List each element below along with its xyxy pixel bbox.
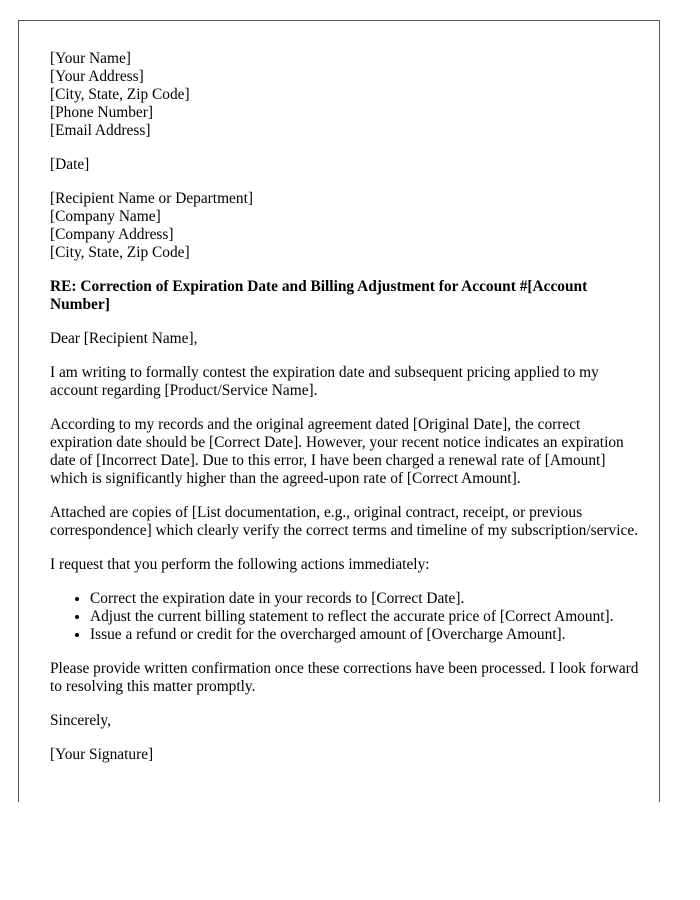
sender-block	[50, 50, 642, 140]
salutation: Dear [Recipient Name],	[50, 330, 198, 347]
signature: [Your Signature]	[50, 746, 154, 763]
subject-line: RE: Correction of Expiration Date and Billing Adjustment for Account #[Account Number]	[50, 278, 588, 313]
body-paragraph-3: Attached are copies of [List documentation, e.g., original contract, receipt, or previous correspondence] which clearly verify the correct terms and timeline of my subscription/service.	[50, 504, 639, 539]
letter-date: [Date]	[50, 156, 90, 173]
sender-phone: [Phone Number]	[50, 104, 154, 121]
letter-page	[18, 20, 660, 802]
body-paragraph-4: I request that you perform the following actions immediately:	[50, 556, 430, 573]
action-item: • Issue a refund or credit for the overcharged amount of [Overcharge Amount].	[90, 626, 642, 644]
recipient-address: [Company Address]	[50, 226, 174, 243]
body-paragraph-1: I am writing to formally contest the expiration date and subsequent pricing applied to my account regarding [Product/Service Name].	[50, 364, 599, 399]
closing: Sincerely,	[50, 712, 111, 729]
sender-address: [Your Address]	[50, 68, 144, 85]
action-item: • Correct the expiration date in your records to [Correct Date].	[90, 590, 642, 608]
action-item: • Adjust the current billing statement to reflect the accurate price of [Correct Amount].	[90, 608, 642, 626]
closing-paragraph: Please provide written confirmation once these corrections have been processed. I look forward to resolving this matter promptly.	[50, 660, 639, 695]
recipient-block	[50, 190, 642, 262]
recipient-city-state-zip: [City, State, Zip Code]	[50, 244, 190, 261]
sender-city-state-zip: [City, State, Zip Code]	[50, 86, 190, 103]
recipient-company: [Company Name]	[50, 208, 161, 225]
action-list	[50, 590, 642, 644]
body-paragraph-2: According to my records and the original agreement dated [Original Date], the correct expiration date should be [Correct Date]. However, your recent notice indicates an expiration date of [Incorrect Date]. Due to this error, I have been charged a renewal rate of [Amount] which is significantly higher than the agreed-upon rate of [Correct Amount].	[50, 416, 624, 487]
letter-content	[50, 50, 642, 764]
sender-email: [Email Address]	[50, 122, 151, 139]
sender-name: [Your Name]	[50, 50, 131, 67]
recipient-name: [Recipient Name or Department]	[50, 190, 253, 207]
